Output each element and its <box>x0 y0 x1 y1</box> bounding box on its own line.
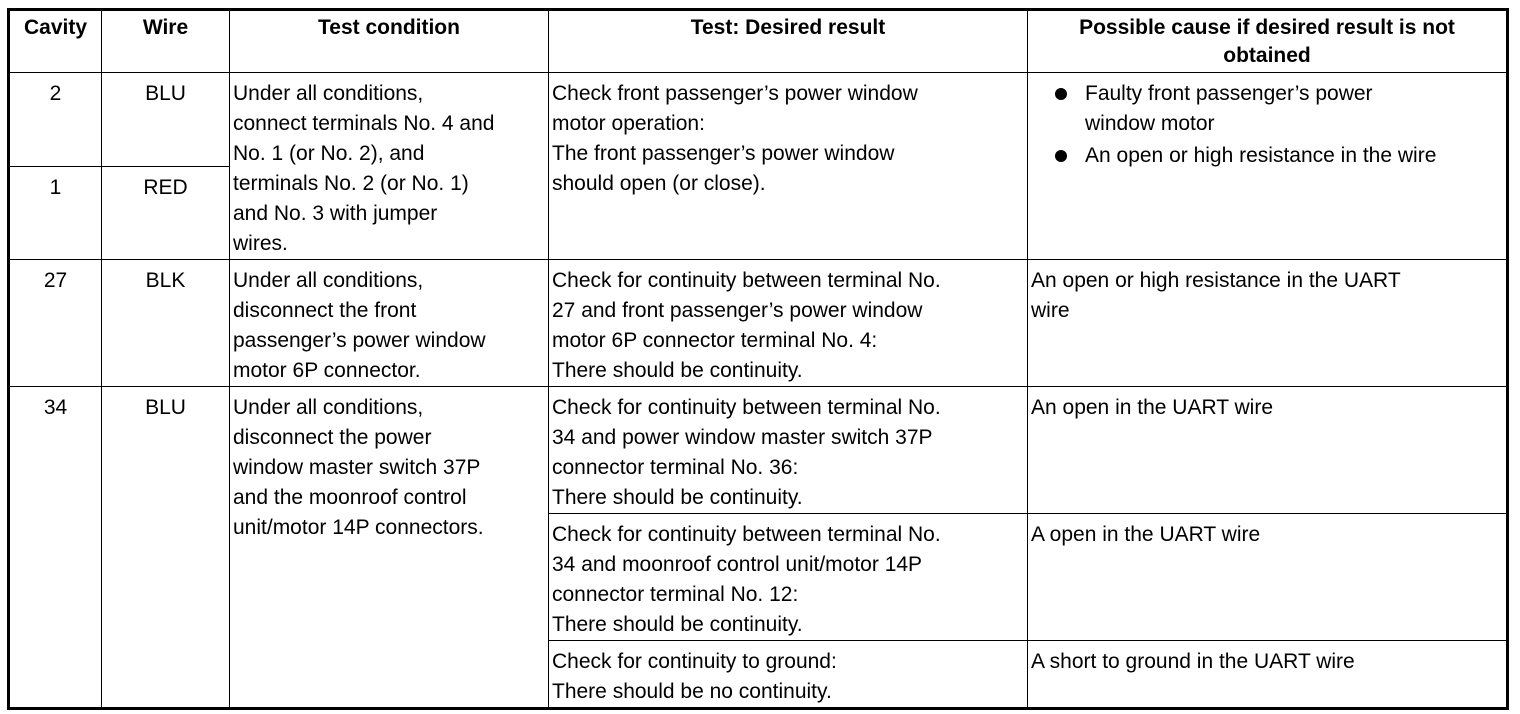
condition-cell <box>230 73 549 260</box>
text-line: 27 and front passenger’s power window <box>552 299 923 322</box>
text-line: wire <box>1031 299 1070 322</box>
text-line: motor 6P connector. <box>233 359 421 382</box>
cause-item <box>1035 79 1504 139</box>
wire-cell: BLK <box>102 260 230 387</box>
header-cause-line: obtained <box>1223 44 1311 67</box>
result-cell <box>549 514 1028 641</box>
text-line: Under all conditions, <box>233 82 424 105</box>
text-line: There should be no continuity. <box>552 680 832 703</box>
text-line: Under all conditions, <box>233 396 424 419</box>
bullet-icon <box>1055 150 1067 162</box>
text-line: There should be continuity. <box>552 613 803 636</box>
header-test-condition: Test condition <box>230 10 549 73</box>
wire-cell: BLU <box>102 387 230 709</box>
bullet-icon <box>1055 88 1067 100</box>
header-cavity: Cavity <box>9 10 102 73</box>
text-line: Check front passenger’s power window <box>552 82 918 105</box>
text-line: No. 1 (or No. 2), and <box>233 142 425 165</box>
text-line: unit/motor 14P connectors. <box>233 516 484 539</box>
cause-cell <box>1028 73 1508 260</box>
diagnostic-table <box>7 8 1509 710</box>
wire-cell: RED <box>102 166 230 260</box>
result-cell <box>549 73 1028 260</box>
table-row <box>9 260 1508 387</box>
text-line: There should be continuity. <box>552 359 803 382</box>
text-line: An open or high resistance in the UART <box>1031 269 1401 292</box>
result-cell <box>549 260 1028 387</box>
text-line: There should be continuity. <box>552 486 803 509</box>
cavity-cell: 27 <box>9 260 102 387</box>
text-line: Check for continuity between terminal No. <box>552 269 941 292</box>
condition-cell <box>230 260 549 387</box>
text-line: The front passenger’s power window <box>552 142 895 165</box>
text-line: terminals No. 2 (or No. 1) <box>233 172 469 195</box>
text-line: motor 6P connector terminal No. 4: <box>552 329 878 352</box>
text-line: passenger’s power window <box>233 329 486 352</box>
table-row <box>9 73 1508 167</box>
text-line: disconnect the power <box>233 426 432 449</box>
text-line: 34 and moonroof control unit/motor 14P <box>552 553 923 576</box>
cavity-cell: 34 <box>9 387 102 709</box>
text-line: motor operation: <box>552 112 705 135</box>
wire-cell: BLU <box>102 73 230 167</box>
cavity-cell: 1 <box>9 166 102 260</box>
text-line: and No. 3 with jumper <box>233 202 438 225</box>
text-line: window motor <box>1085 112 1215 135</box>
text-line: connector terminal No. 36: <box>552 456 799 479</box>
result-cell <box>549 641 1028 709</box>
text-line: and the moonroof control <box>233 486 467 509</box>
header-wire: Wire <box>102 10 230 73</box>
cause-cell: An open in the UART wire <box>1028 387 1508 514</box>
condition-cell <box>230 387 549 709</box>
text-line: Under all conditions, <box>233 269 424 292</box>
text-line: Check for continuity between terminal No. <box>552 523 941 546</box>
text-line: An open or high resistance in the wire <box>1085 144 1437 167</box>
text-line: connector terminal No. 12: <box>552 583 799 606</box>
text-line: wires. <box>233 232 288 255</box>
text-line: Faulty front passenger’s power <box>1085 82 1373 105</box>
cavity-cell: 2 <box>9 73 102 167</box>
header-desired-result: Test: Desired result <box>549 10 1028 73</box>
text-line: Check for continuity between terminal No. <box>552 396 941 419</box>
header-row <box>9 10 1508 73</box>
cause-cell: A open in the UART wire <box>1028 514 1508 641</box>
text-line: window master switch 37P <box>233 456 481 479</box>
header-possible-cause <box>1028 10 1508 73</box>
cause-cell: A short to ground in the UART wire <box>1028 641 1508 709</box>
cause-list <box>1031 79 1504 171</box>
text-line: disconnect the front <box>233 299 417 322</box>
text-line: should open (or close). <box>552 172 766 195</box>
cause-cell <box>1028 260 1508 387</box>
table-row <box>9 387 1508 514</box>
text-line: Check for continuity to ground: <box>552 650 837 673</box>
result-cell <box>549 387 1028 514</box>
cause-item <box>1035 141 1504 171</box>
text-line: connect terminals No. 4 and <box>233 112 495 135</box>
header-cause-line: Possible cause if desired result is not <box>1079 16 1455 39</box>
text-line: 34 and power window master switch 37P <box>552 426 933 449</box>
